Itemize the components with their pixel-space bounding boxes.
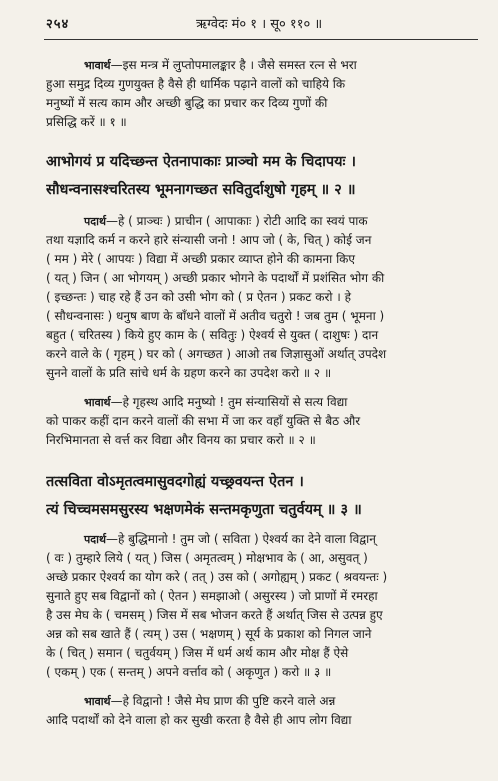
- bhavartha-line: आदि पदार्थों को देने वाला हो कर सुखी करता है वैसे ही आप लोग विद्या: [46, 713, 352, 727]
- padartha-3: [46, 530, 478, 682]
- padartha-line: ( वः ) तुम्हारे लिये ( यत् ) जिस ( अमृतत्वम् ) मोक्षभाव के ( आ, असुवत् ): [46, 551, 368, 565]
- padartha-line: ( एकम् ) एक ( सन्तम् ) अपने वर्त्ताव को ( अकृणुत ) करो ॥ ३ ॥: [46, 665, 332, 679]
- bhavartha-label: भावार्थ: [84, 695, 111, 708]
- padartha-line: पदार्थ—हे ( प्राञ्चः ) प्राचीन ( आपाकाः ) रोटी आदि का स्वयं पाक: [84, 214, 368, 228]
- header-rule: [44, 39, 478, 40]
- bhavartha-line: भावार्थ—इस मन्त्र में लुप्तोपमालङ्कार है । जैसे समस्त रत्न से भरा: [84, 58, 357, 72]
- page-number: २५४: [46, 17, 70, 32]
- padartha-line: अन्न को सब खाते हैं ( त्यम् ) उस ( भक्षणम् ) सूर्य के प्रकाश को निगल जाने: [46, 627, 372, 641]
- padartha-2: [46, 212, 478, 383]
- padartha-label: पदार्थ: [84, 533, 106, 546]
- bhavartha-2: [46, 393, 478, 450]
- padartha-line: बहुत ( चरितस्य ) किये हुए काम के ( सवितुः ) ऐश्वर्य से युक्त ( दाशुषः ) दान: [46, 328, 379, 342]
- bhavartha-line: प्रसिद्धि करें ॥ १ ॥: [46, 115, 127, 129]
- padartha-line: ( यत् ) जिन ( आ भोगयम् ) अच्छी प्रकार भोगने के पदार्थों में प्रशंसित भोग की: [46, 271, 385, 285]
- padartha-line: अच्छे प्रकार ऐश्वर्य का योग करे ( तत् ) उस को ( अगोह्यम् ) प्रकट ( श्रवयन्तः ): [46, 570, 388, 584]
- padartha-line: पदार्थ—हे बुद्धिमानो ! तुम जो ( सविता ) ऐश्वर्य का देने वाला विद्वान्: [84, 532, 376, 546]
- bhavartha-line: मनुष्यों में सत्य काम और अच्छी बुद्धि का प्रचार कर दिव्य गुणों की: [46, 96, 328, 110]
- bhavartha-label: भावार्थ: [84, 59, 111, 72]
- mantra-3: [46, 468, 478, 524]
- bhavartha-line: भावार्थ—हे गृहस्थ आदि मनुष्यो ! तुम संन्यासियों से सत्य विद्या: [84, 395, 348, 409]
- padartha-line: सुनाते हुए सब विद्वानों को ( ऐतन ) समझाओ ( असुरस्य ) जो प्राणों में रमरहा: [46, 589, 378, 603]
- padartha-label: पदार्थ: [84, 215, 106, 228]
- bhavartha-label: भावार्थ: [84, 396, 111, 409]
- bhavartha-line: को पाकर कहीं दान करने वालों की सभा में जा कर वहाँ युक्ति से बैठ और: [46, 414, 361, 428]
- bhavartha-3: [46, 692, 478, 730]
- padartha-line: है उस मेघ के ( चमसम् ) जिस में सब भोजन करते हैं अर्थात् जिस से उत्पन्न हुए: [46, 608, 383, 622]
- mantra-2: [46, 148, 478, 204]
- bhavartha-line: निरभिमानता से वर्त्त कर विद्या और विनय का प्रचार करो ॥ २ ॥: [46, 433, 316, 447]
- bhavartha-1: [46, 56, 478, 132]
- padartha-line: सुनने वालों के प्रति सांचे धर्म के ग्रहण करने का उपदेश करो ॥ २ ॥: [46, 366, 332, 380]
- mantra-line: तत्सविता वोऽमृतत्वमासुवदगोह्यं यच्छ्रवयन्त ऐतन ।: [46, 474, 304, 490]
- padartha-line: करने वाले के ( गृहम् ) घर को ( अगच्छत ) आओ तब जिज्ञासुओं अर्थात् उपदेश: [46, 347, 387, 361]
- mantra-line: आभोगयं प्र यदिच्छन्त ऐतनापाकाः प्राञ्चो मम के चिदापयः ।: [46, 154, 356, 170]
- padartha-line: तथा यज्ञादि कर्म न करने हारे संन्यासी जनो ! आप जो ( के, चित् ) कोई जन: [46, 233, 372, 247]
- bhavartha-line: हुआ समुद्र दिव्य गुणयुक्त है वैसे ही धार्मिक पढ़ाने वालों को चाहिये कि: [46, 77, 346, 91]
- padartha-line: ( मम ) मेरे ( आपयः ) विद्या में अच्छी प्रकार व्याप्त होने की कामना किए: [46, 252, 356, 266]
- padartha-line: के ( चित् ) समान ( चतुर्वयम् ) जिस में धर्म अर्थ काम और मोक्ष हैं ऐसे: [46, 646, 349, 660]
- padartha-line: ( सौधन्वनासः ) धनुष बाण के बाँधने वालों में अतीव चतुरो ! जब तुम ( भूमना ): [46, 309, 385, 323]
- running-title: ऋग्वेदः मं० १ । सू० ११० ॥: [196, 17, 323, 32]
- mantra-line: सौधन्वनासश्चरितस्य भूमनागच्छत सवितुर्दाशुषो गृहम् ॥ २ ॥: [46, 182, 356, 198]
- bhavartha-line: भावार्थ—हे विद्वानो ! जैसे मेघ प्राण की पुष्टि करने वाले अन्न: [84, 694, 336, 708]
- mantra-line: त्यं चिच्चमसमसुरस्य भक्षणमेकं सन्तमकृणुता चतुर्वयम् ॥ ३ ॥: [46, 502, 362, 518]
- padartha-line: ( इच्छन्तः ) चाह रहे हैं उन को उसी भोग को ( प्र ऐतन ) प्रकट करो । हे: [46, 290, 352, 304]
- page-header: [46, 12, 478, 34]
